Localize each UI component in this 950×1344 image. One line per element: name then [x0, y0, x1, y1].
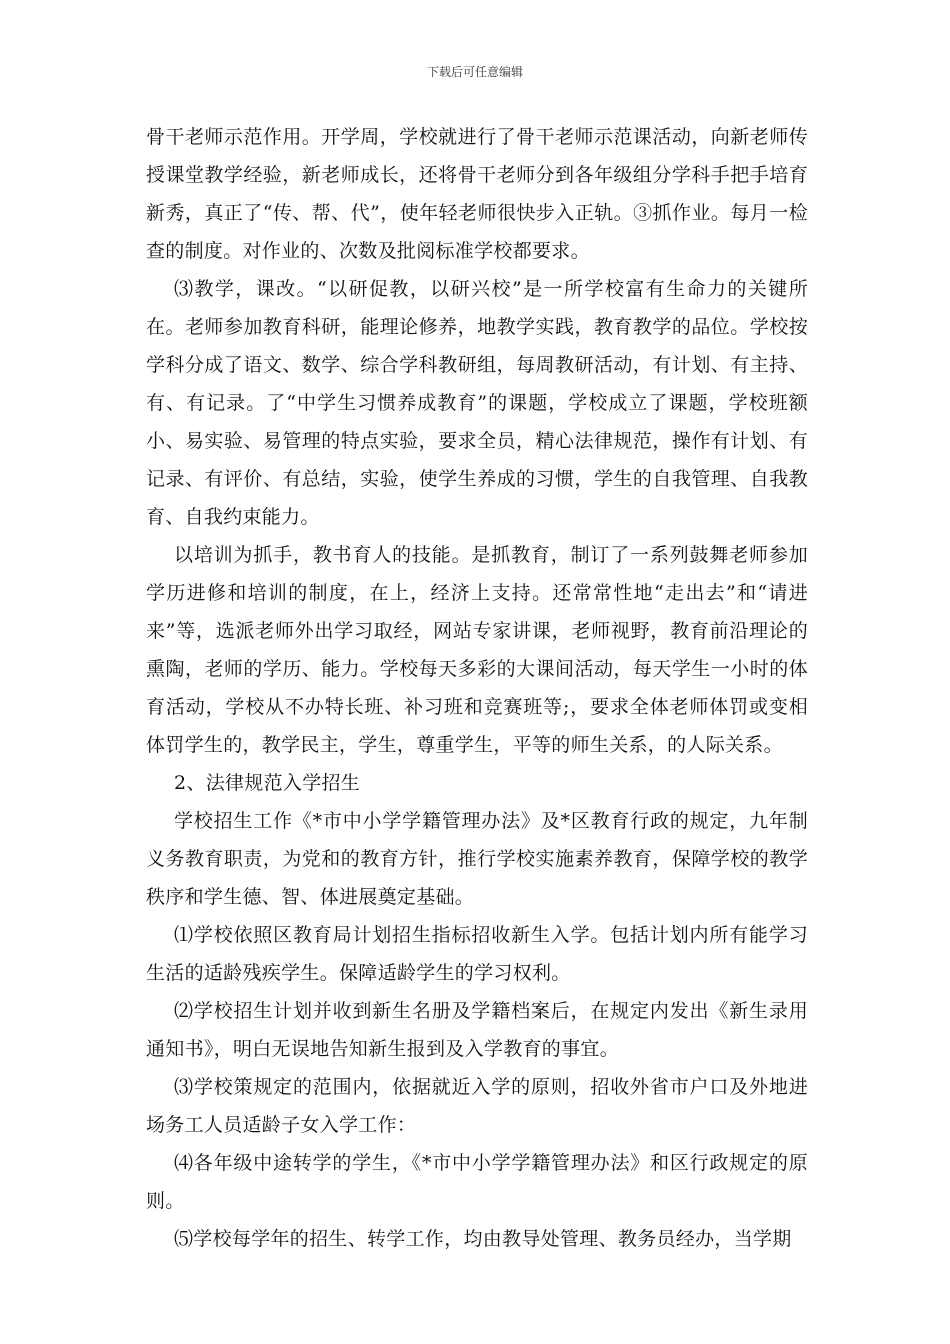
paragraph-2: ⑶教学，课改。“以研促教，以研兴校”是一所学校富有生命力的关键所在。老师参加教育科研，能理论修养，地教学实践，教育教学的品位。学校按学科分成了语文、数学、综合学科教研组，每周教研活动，有计划、有主持、有、有记录。了“中学生习惯养成教育”的课题，学校成立了课题，学校班额小、易实验、易管理的特点实验，要求全员，精心法律规范，操作有计划、有记录、有评价、有总结，实验，使学生养成的习惯，学生的自我管理、自我教育、自我约束能力。: [146, 278, 808, 528]
page-header: 下载后可任意编辑: [426, 65, 523, 79]
paragraph-1: 骨干老师示范作用。开学周，学校就进行了骨干老师示范课活动，向新老师传授课堂教学经验，新老师成长，还将骨干老师分到各年级组分学科手把手培育新秀，真正了“传、帮、代”，使年轻老师很快步入正轨。③抓作业。每月一检查的制度。对作业的、次数及批阅标准学校都要求。: [146, 126, 808, 262]
paragraph-3: 以培训为抓手，教书育人的技能。是抓教育，制订了一系列鼓舞老师参加学历进修和培训的制度，在上，经济上支持。还常常性地“走出去”和“请进来”等，选派老师外出学习取经，网站专家讲课，老师视野，教育前沿理论的熏陶，老师的学历、能力。学校每天多彩的大课间活动，每天学生一小时的体育活动，学校从不办特长班、补习班和竞赛班等;，要求全体老师体罚或变相体罚学生的，教学民主，学生，尊重学生，平等的师生关系，的人际关系。: [146, 544, 808, 756]
paragraph-4: 学校招生工作《*市中小学学籍管理办法》及*区教育行政的规定，九年制义务教育职责，为党和的教育方针，推行学校实施素养教育，保障学校的教学秩序和学生德、智、体进展奠定基础。: [146, 810, 808, 908]
document-body: [146, 118, 808, 1258]
paragraph-9: ⑸学校每学年的招生、转学工作，均由教导处管理、教务员经办，当学期: [174, 1228, 792, 1250]
paragraph-5: ⑴学校依照区教育局计划招生指标招收新生入学。包括计划内所有能学习生活的适龄残疾学生。保障适龄学生的学习权利。: [146, 924, 808, 984]
section-heading: 2、法律规范入学招生: [174, 772, 361, 794]
paragraph-6: ⑵学校招生计划并收到新生名册及学籍档案后，在规定内发出《新生录用通知书》，明白无误地告知新生报到及入学教育的事宜。: [146, 1000, 808, 1060]
paragraph-8: ⑷各年级中途转学的学生，《*市中小学学籍管理办法》和区行政规定的原则。: [146, 1152, 808, 1212]
paragraph-7: ⑶学校策规定的范围内，依据就近入学的原则，招收外省市户口及外地进场务工人员适龄子女入学工作：: [146, 1076, 808, 1136]
